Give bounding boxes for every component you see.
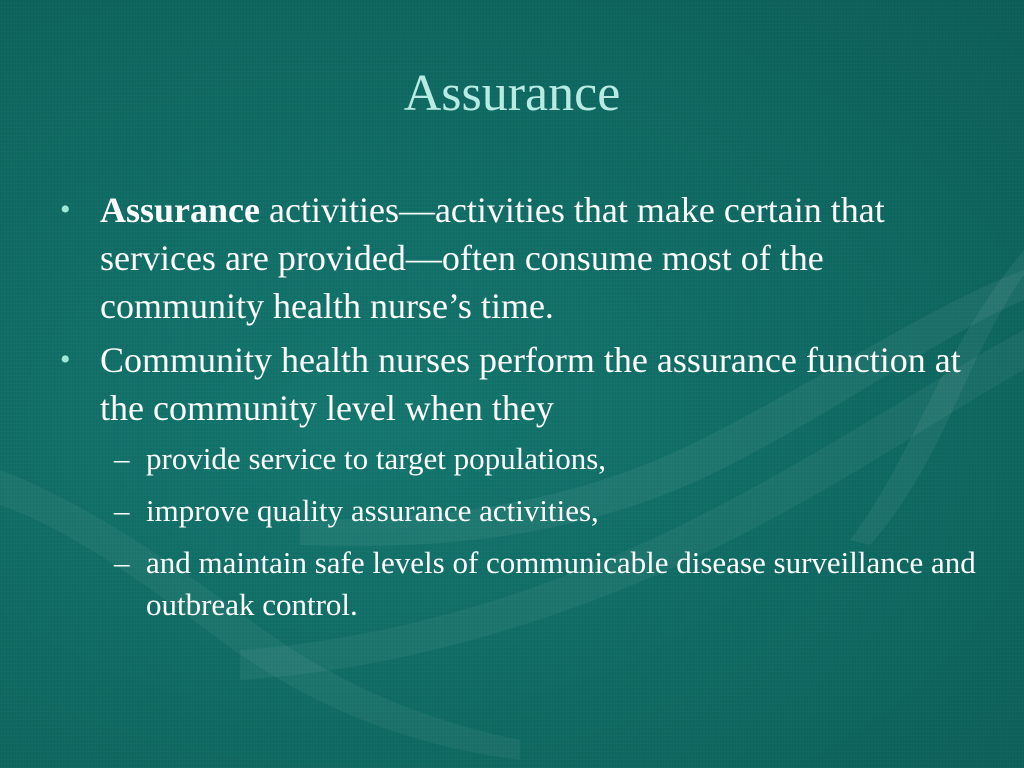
sub-item-maintain-safe-levels	[60, 542, 980, 626]
bullet-text: Community health nurses perform the assurance function at the community level when they	[100, 340, 961, 428]
bullet-text: activities—activities that make certain that services are provided—often consume most of the community health nurse’s time.	[100, 190, 885, 326]
bullet-item-assurance-definition	[60, 186, 980, 330]
dash-marker-icon: –	[114, 545, 130, 580]
sub-item-provide-service	[60, 438, 980, 480]
bullet-dot-icon: •	[60, 343, 71, 376]
sub-item-text: and maintain safe levels of communicable disease surveillance and outbreak control.	[146, 545, 976, 622]
sub-item-text: improve quality assurance activities,	[146, 493, 599, 528]
bullet-dot-icon: •	[60, 193, 71, 226]
sub-item-improve-quality	[60, 490, 980, 532]
bullet-bold-term: Assurance	[100, 190, 260, 230]
sub-item-text: provide service to target populations,	[146, 441, 607, 476]
slide-body	[60, 186, 980, 636]
slide-title: Assurance	[403, 65, 621, 122]
dash-marker-icon: –	[114, 441, 130, 476]
dash-marker-icon: –	[114, 493, 130, 528]
bullet-item-assurance-function	[60, 336, 980, 432]
